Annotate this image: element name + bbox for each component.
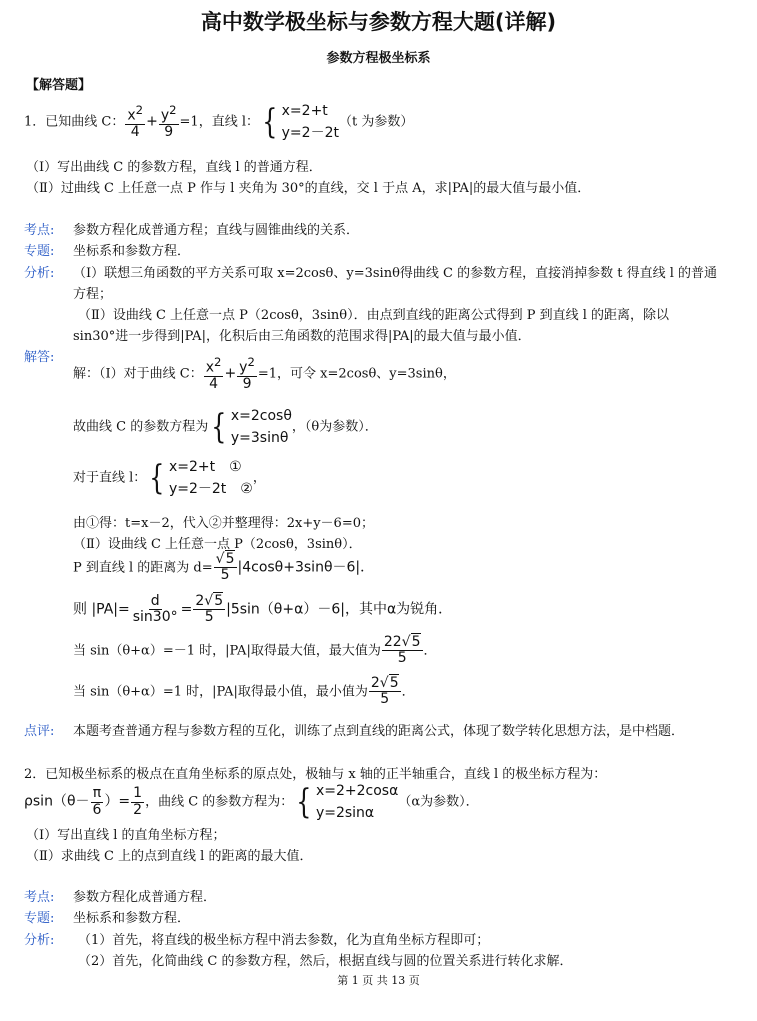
label-fenxi: 分析: (24, 266, 55, 281)
label-kaodian: 考点: (24, 223, 55, 238)
solution-line-9: 当 sin（θ+α）=1 时，|PA|取得最小值，最小值为 $\frac{2√5}{5}$ ． (73, 675, 415, 708)
problem-1-kaodian: 参数方程化成普通方程；直线与圆锥曲线的关系． (73, 223, 360, 238)
problem-1-fenxi-2: （Ⅱ）设曲线 C 上任意一点 P（2cosθ，3sinθ）．由点到直线的距离公式得到 P 到直线 l 的距离，除以 (78, 308, 670, 323)
label-zhuanti-2: 专题: (24, 911, 55, 926)
solution-line-8: 当 sin（θ+α）=－1 时，|PA|取得最大值，最大值为 $\frac{22√5}{5}$ ． (73, 634, 437, 667)
solution-line-7: 则 |PA|= $\frac{d}{\sin 30^\circ}$ = $\frac{2√5}{5}$ |5sin（θ+α）－6|，其中α为锐角． (73, 593, 453, 626)
problem-1-question-1: （Ⅰ）写出曲线 C 的参数方程，直线 l 的普通方程． (26, 160, 322, 175)
page-footer: 第 1 页 共 13 页 (337, 974, 420, 987)
problem-2-question-2: （Ⅱ）求曲线 C 上的点到直线 l 的距离的最大值． (26, 849, 313, 864)
problem-2-question-1: （Ⅰ）写出直线 l 的直角坐标方程； (26, 828, 226, 843)
label-fenxi-2: 分析: (24, 933, 55, 948)
problem-1-fenxi-1: （Ⅰ）联想三角函数的平方关系可取 x=2cosθ、y=3sinθ得曲线 C 的参数方程，直接消掉参数 t 得直线 l 的普通 (73, 266, 718, 281)
page-title: 高中数学极坐标与参数方程大题(详解) (200, 10, 557, 34)
problem-1-fenxi-1b: 方程； (73, 287, 113, 302)
section-heading: 【解答题】 (26, 78, 92, 93)
problem-1-dianping: 本题考查普通方程与参数方程的互化，训练了点到直线的距离公式，体现了数学转化思想方法，是中档题． (73, 724, 685, 739)
solution-line-6: P 到直线 l 的距离为 d= $\frac{√5}{5}$ |4cosθ+3sinθ－6|． (73, 551, 375, 584)
label-kaodian-2: 考点: (24, 890, 55, 905)
solution-line-3: 对于直线 l： { x=2+t ① y=2－2t ② ， (73, 458, 266, 498)
page-subtitle: 参数方程极坐标系 (326, 51, 431, 66)
solution-line-5: （Ⅱ）设曲线 C 上任意一点 P（2cosθ，3sinθ）． (73, 537, 362, 552)
problem-2-zhuanti: 坐标系和参数方程． (73, 911, 191, 926)
solution-line-1: 解：（Ⅰ）对于曲线 C： $\frac{x^2}{4}$ + $\frac{y^2}{9}$ =1，可令 x=2cosθ、y=3sinθ， (73, 355, 456, 393)
problem-1-zhuanti: 坐标系和参数方程． (73, 244, 191, 259)
label-zhuanti: 专题: (24, 244, 55, 259)
problem-2-equation: ρsin（θ－ $\frac{\pi}{6}$ ）= $\frac{1}{2}$ ，曲线 C 的参数方程为： { x=2+2cosα y=2sinα （α为参数）． (24, 782, 479, 822)
problem-2-fenxi-1: （1）首先，将直线的极坐标方程中消去参数，化为直角坐标方程即可； (78, 933, 490, 948)
problem-1-question-2: （Ⅱ）过曲线 C 上任意一点 P 作与 l 夹角为 30°的直线，交 l 于点 A，求|PA|的最大值与最小值． (26, 181, 591, 196)
solution-line-4: 由①得：t=x－2，代入②并整理得：2x+y－6=0； (73, 516, 374, 531)
problem-2-statement: 2．已知极坐标系的极点在直角坐标系的原点处，极轴与 x 轴的正半轴重合，直线 l 的极坐标方程为： (24, 767, 607, 782)
problem-1-statement: 1．已知曲线 C： $\frac{x^2}{4}$ + $\frac{y^2}{9}$ =1，直线 l： { x=2+t y=2－2t （t 为参数） (24, 102, 414, 142)
solution-line-2: 故曲线 C 的参数方程为 { x=2cosθ y=3sinθ ，（θ为参数）． (73, 407, 378, 447)
problem-2-fenxi-2: （2）首先，化简曲线 C 的参数方程，然后，根据直线与圆的位置关系进行转化求解． (78, 954, 573, 969)
problem-1-fenxi-2b: sin30°进一步得到|PA|，化积后由三角函数的范围求得|PA|的最大值与最小值． (73, 329, 531, 344)
problem-2-kaodian: 参数方程化成普通方程． (73, 890, 217, 905)
label-jieda: 解答: (24, 350, 55, 365)
label-dianping: 点评: (24, 724, 55, 739)
